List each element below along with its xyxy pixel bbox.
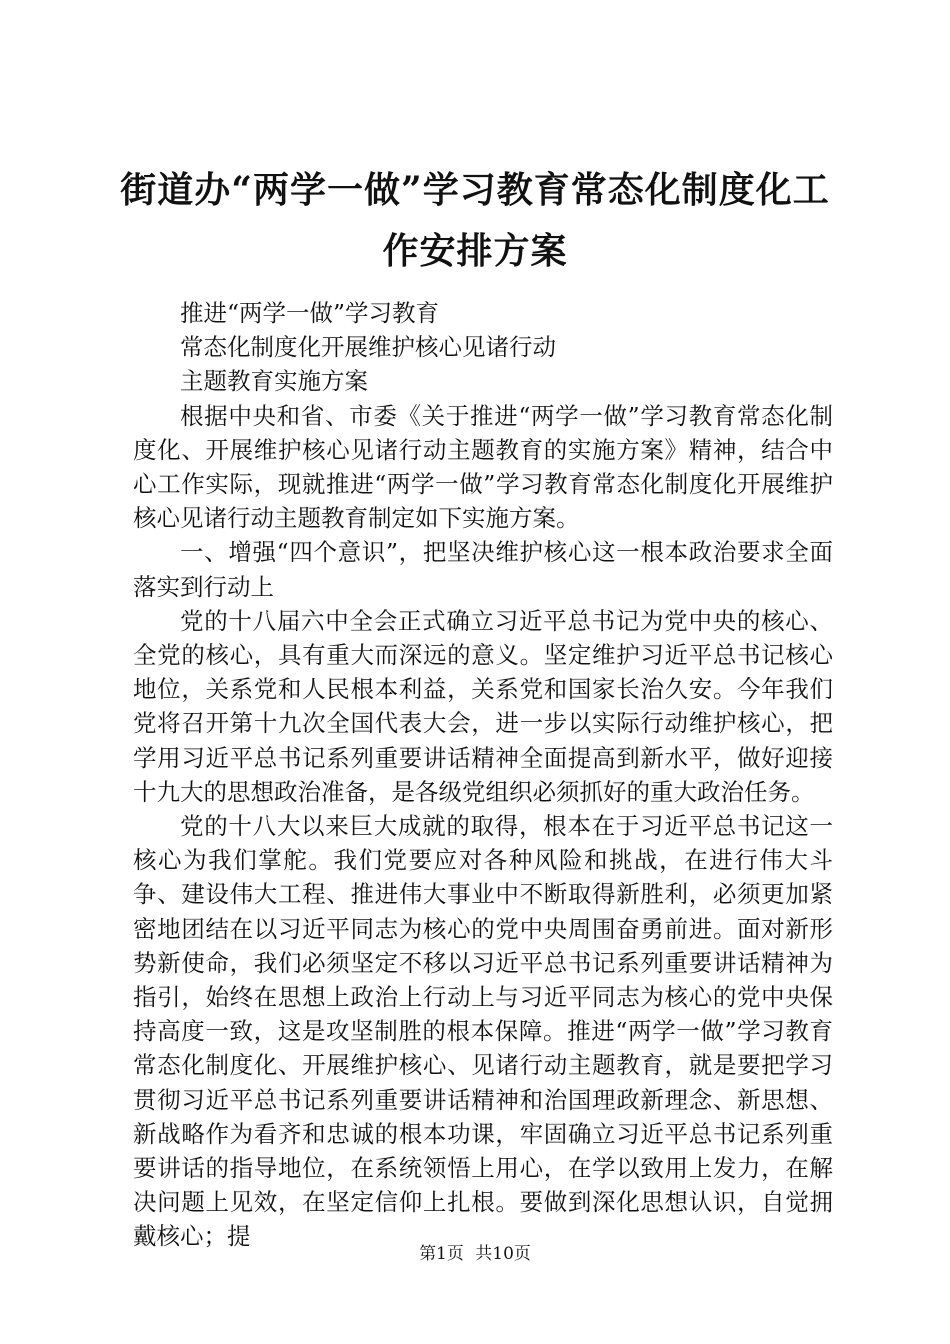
document-title (100, 160, 850, 282)
paragraph-2: 党的十八大以来巨大成就的取得，根本在于习近平总书记这一核心为我们掌舵。我们党要应对各种风险和挑战，在进行伟大斗争、建设伟大工程、推进伟大事业中不断取得新胜利，必须更加紧密地团结在以习近平同志为核心的党中央周围奋勇前进。面对新形势新使命，我们必须坚定不移以习近平总书记系列重要讲话精神为指引，始终在思想上政治上行动上与习近平同志为核心的党中央保持高度一致，这是攻坚制胜的根本保障。推进“两学一做”学习教育常态化制度化、开展维护核心、见诸行动主题教育，就是要把学习贯彻习近平总书记系列重要讲话精神和治国理政新理念、新思想、新战略作为看齐和忠诚的根本功课，牢固确立习近平总书记系列重要讲话的指导地位，在系统领悟上用心，在学以致用上发力，在解决问题上见效，在坚定信仰上扎根。要做到深化思想认识，自觉拥戴核心；提 (133, 812, 833, 1251)
subtitle-line-1: 推进“两学一做”学习教育 (180, 299, 440, 327)
page-total: 共10页 (475, 1244, 531, 1264)
title-line-1: 街道办“两学一做”学习教育常态化制度化工 (120, 169, 830, 211)
subtitle-line-3: 主题教育实施方案 (180, 367, 368, 396)
page-footer (0, 1243, 950, 1265)
subtitle-line-2: 常态化制度化开展维护核心见诸行动 (180, 333, 556, 362)
paragraph-1: 党的十八届六中全会正式确立习近平总书记为党中央的核心、全党的核心，具有重大而深远的意义。坚定维护习近平总书记核心地位，关系党和人民根本利益，关系党和国家长治久安。今年我们党将召开第十九次全国代表大会，进一步以实际行动维护核心，把学用习近平总书记系列重要讲话精神全面提高到新水平，做好迎接十九大的思想政治准备，是各级党组织必须抓好的重大政治任务。 (133, 606, 833, 806)
page-number: 第1页 (419, 1244, 464, 1264)
document-body (133, 296, 833, 1254)
section-heading-1: 一、增强“四个意识”，把坚决维护核心这一根本政治要求全面落实到行动上 (133, 538, 833, 601)
paragraph-intro: 根据中央和省、市委《关于推进“两学一做”学习教育常态化制度化、开展维护核心见诸行动主题教育的实施方案》精神，结合中心工作实际，现就推进“两学一做”学习教育常态化制度化开展维护核心见诸行动主题教育制定如下实施方案。 (133, 401, 833, 533)
title-line-2: 作安排方案 (382, 230, 568, 272)
